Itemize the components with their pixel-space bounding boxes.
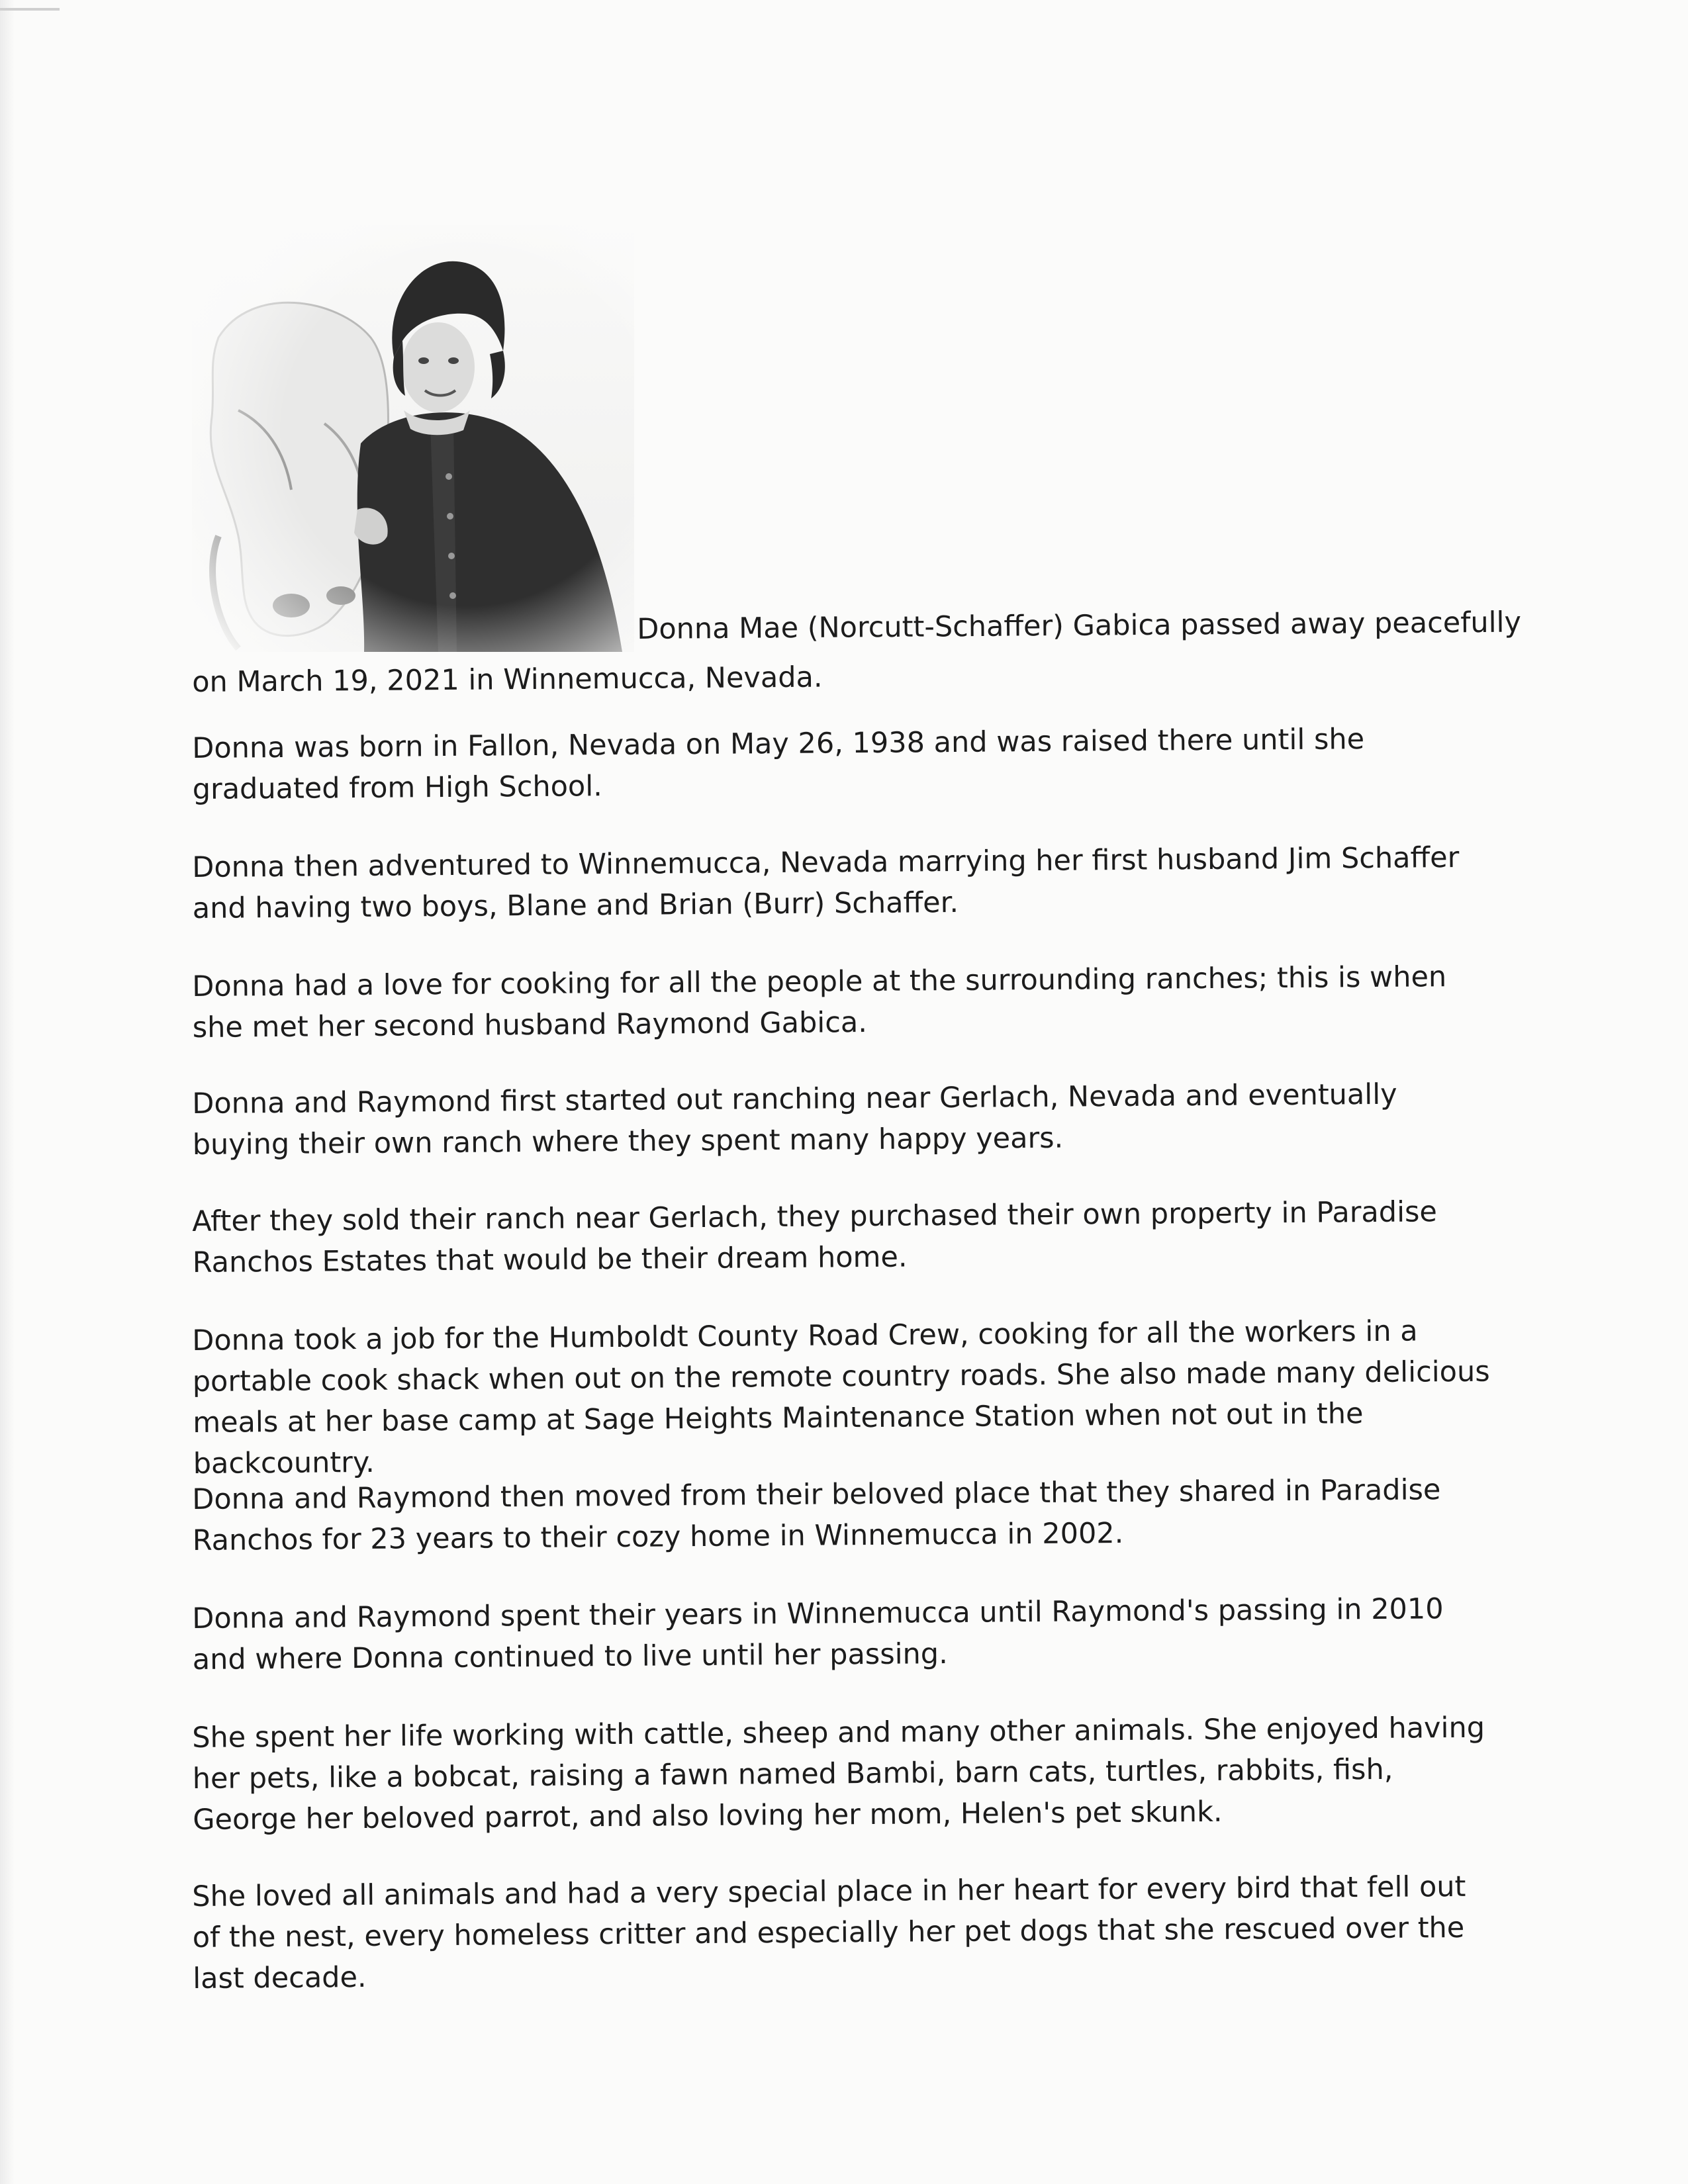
portrait-photo xyxy=(192,225,634,652)
scan-artifact xyxy=(0,8,60,11)
paragraph-first-marriage: Donna then adventured to Winnemucca, Nevada marrying her first husband Jim Schaffer and having two boys, Blane and Brian (Burr) Schaffer. xyxy=(192,841,1460,925)
paragraph-cooking: Donna had a love for cooking for all the people at the surrounding ranches; this is when she met her second husband Raymond Gabica. xyxy=(192,960,1447,1044)
obituary-opening-rest: on March 19, 2021 in Winnemucca, Nevada. xyxy=(192,660,823,699)
paragraph-animals: She spent her life working with cattle, sheep and many other animals. She enjoyed having her pets, like a bobcat, raising a fawn named Bambi, barn cats, turtles, rabbits, fish, George her beloved parrot, and also loving her mom, Helen's pet skunk. xyxy=(192,1711,1485,1837)
paragraph-move: Donna and Raymond then moved from their beloved place that they shared in Paradise Ranchos for 23 years to their cozy home in Winnemucca in 2002. xyxy=(192,1473,1441,1557)
paragraph-winnemucca: Donna and Raymond spent their years in Winnemucca until Raymond's passing in 2010 and where Donna continued to live until her passing. xyxy=(192,1592,1444,1676)
scan-shadow-edge xyxy=(0,0,15,2184)
obituary-opening-line: Donna Mae (Norcutt-Schaffer) Gabica passed away peacefully xyxy=(637,606,1522,646)
paragraph-ranching: Donna and Raymond first started out ranching near Gerlach, Nevada and eventually buying their own ranch where they spent many happy years. xyxy=(192,1077,1397,1161)
paragraph-birth: Donna was born in Fallon, Nevada on May 26, 1938 and was raised there until she graduated from High School. xyxy=(192,723,1365,806)
paragraph-paradise-ranchos: After they sold their ranch near Gerlach, they purchased their own property in Paradise Ranchos Estates that would be their dream home. xyxy=(192,1195,1438,1279)
paragraph-rescues: She loved all animals and had a very special place in her heart for every bird that fell out of the nest, every homeless critter and especially her pet dogs that she rescued over the last decade. xyxy=(192,1870,1466,1995)
paragraph-road-crew: Donna took a job for the Humboldt County Road Crew, cooking for all the workers in a portable cook shack when out on the remote country roads. She also made many delicious meals at her base camp at Sage Heights Maintenance Station when not out in the backcountry. xyxy=(192,1314,1490,1480)
